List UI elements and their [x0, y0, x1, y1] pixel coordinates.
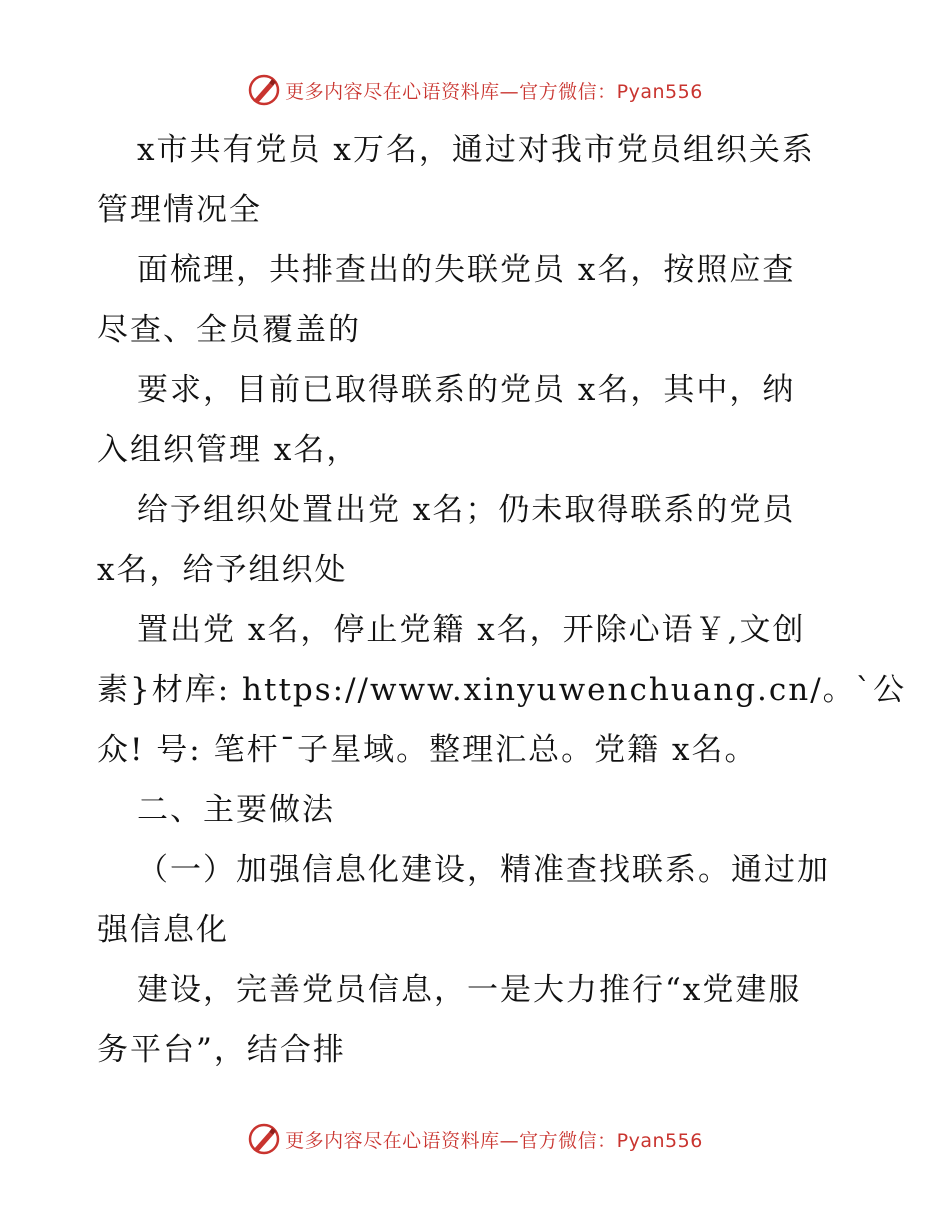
text-line: x名，给予组织处: [97, 552, 348, 588]
text-line: 置出党 x名，停止党籍 x名，开除心语￥,文创: [137, 612, 806, 648]
pen-logo-icon: [247, 1122, 281, 1156]
text-line: 众! 号: 笔杆¯子星域。整理汇总。党籍 x名。: [97, 732, 758, 768]
text-line: 强信息化: [97, 912, 229, 948]
document-body: [97, 120, 907, 1080]
watermark-site-text: 更多内容尽在心语资料库: [285, 80, 500, 103]
section-heading: 二、主要做法: [137, 792, 335, 828]
text-line: 要求，目前已取得联系的党员 x名，其中，纳: [137, 372, 796, 408]
watermark-dash: —: [499, 1129, 520, 1152]
text-line: 管理情况全: [97, 192, 262, 228]
subsection-heading-line: （一）加强信息化建设，精准查找联系。通过加: [137, 852, 830, 888]
text-line: 给予组织处置出党 x名；仍未取得联系的党员: [137, 492, 796, 528]
watermark-site-text: 更多内容尽在心语资料库: [285, 1129, 500, 1152]
text-line: x市共有党员 x万名，通过对我市党员组织关系: [137, 132, 815, 168]
text-line: 入组织管理 x名，: [97, 432, 360, 468]
pen-logo-icon: [247, 73, 281, 107]
watermark-contact-text: 官方微信：Pyan556: [519, 80, 703, 103]
text-line: 面梳理，共排查出的失联党员 x名，按照应查: [137, 252, 796, 288]
text-line: 务平台”，结合排: [97, 1032, 346, 1068]
header-watermark: [0, 70, 950, 110]
text-line: 尽查、全员覆盖的: [97, 312, 361, 348]
text-line: 建设，完善党员信息，一是大力推行“x党建服: [137, 972, 802, 1008]
text-line: 素}材库: https://www.xinyuwenchuang.cn/。`公: [97, 672, 907, 708]
watermark-contact-text: 官方微信：Pyan556: [519, 1129, 703, 1152]
footer-watermark: [0, 1119, 950, 1159]
watermark-dash: —: [499, 80, 520, 103]
